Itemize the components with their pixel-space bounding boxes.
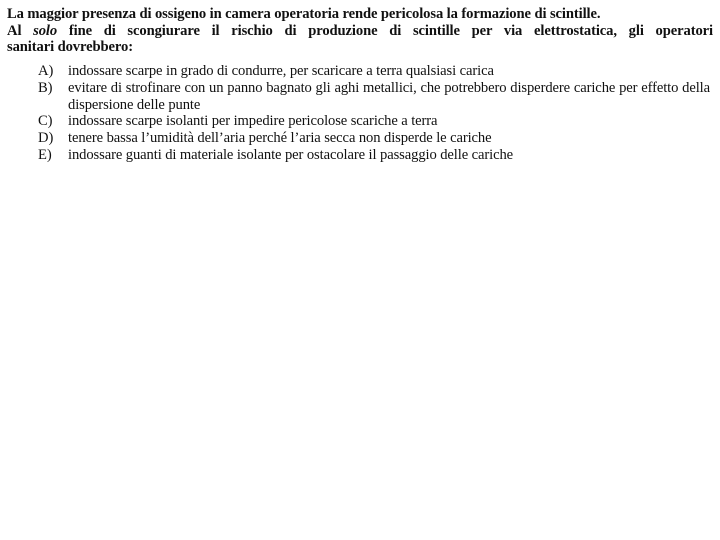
option-text: indossare guanti di materiale isolante per ostacolare il passaggio delle cariche: [68, 146, 514, 163]
option-letter: E): [38, 146, 52, 163]
option-text: indossare scarpe in grado di condurre, per scaricare a terra qualsiasi carica: [68, 63, 494, 79]
question-line-2-prefix: Al: [7, 22, 34, 39]
option-letter: A): [38, 63, 54, 79]
answer-option-c: [38, 113, 710, 130]
option-text: evitare di strofinare con un panno bagnato gli aghi metallici, che potrebbero disperdere cariche per effetto della dispersione delle punte: [68, 79, 710, 113]
question-line-1: La maggior presenza di ossigeno in camera operatoria rende pericolosa la formazione di scintille.: [7, 6, 601, 22]
answer-option-d: [38, 130, 710, 147]
option-letter: C): [38, 113, 53, 130]
option-text: tenere bassa l’umidità dell’aria perché l’aria secca non disperde le cariche: [68, 130, 492, 147]
option-letter: B): [38, 79, 53, 96]
question-line-2-suffix: fine di scongiurare il rischio di produzione di scintille per via elettrostatica, gli operatori: [57, 22, 713, 39]
answer-option-a: [38, 63, 710, 80]
answer-option-b: [38, 80, 710, 114]
question-emphasis: solo: [33, 22, 58, 39]
answer-options: [38, 63, 710, 164]
question-line-3: sanitari dovrebbero:: [7, 39, 133, 55]
question-line-2: [7, 23, 713, 40]
option-letter: D): [38, 130, 54, 147]
answer-option-e: [38, 147, 710, 164]
option-text: indossare scarpe isolanti per impedire pericolose scariche a terra: [68, 113, 438, 130]
question-stem: [7, 6, 713, 56]
